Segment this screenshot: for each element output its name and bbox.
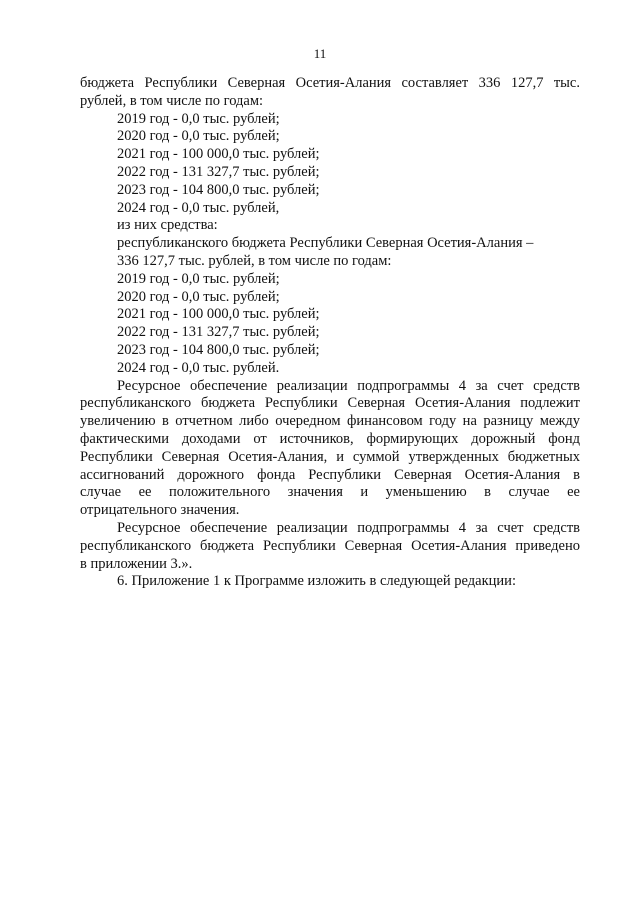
text-line: 2019 год - 0,0 тыс. рублей; (117, 110, 280, 127)
page-number: 11 (313, 46, 327, 61)
text-line: 2023 год - 104 800,0 тыс. рублей; (117, 181, 320, 198)
text-line: рублей, в том числе по годам: (80, 92, 264, 109)
text-line: из них средства: (117, 217, 218, 234)
text-line: фактическими доходами от источников, формирующих дорожный фонд (80, 430, 580, 447)
text-line: 2021 год - 100 000,0 тыс. рублей; (117, 146, 320, 163)
text-line: Ресурсное обеспечение реализации подпрограммы 4 за счет средств (117, 519, 580, 536)
text-line: 2022 год - 131 327,7 тыс. рублей; (117, 324, 320, 341)
text-line: Республики Северная Осетия-Алания, и суммой утвержденных бюджетных (80, 448, 580, 465)
text-line: в приложении 3.». (80, 555, 193, 572)
document-body (80, 75, 580, 591)
text-line: республиканского бюджета Республики Северная Осетия-Алания – (117, 235, 534, 252)
text-line: бюджета Республики Северная Осетия-Алания составляет 336 127,7 тыс. (80, 75, 580, 91)
text-line: 6. Приложение 1 к Программе изложить в следующей редакции: (117, 573, 516, 590)
text-line: отрицательного значения. (80, 502, 240, 519)
text-line: 2019 год - 0,0 тыс. рублей; (117, 270, 280, 287)
text-line: случае ее положительного значения и уменьшению в случае ее (80, 484, 580, 501)
text-line: республиканского бюджета Республики Северная Осетия-Алания приведено (80, 537, 580, 554)
text-line: увеличению в отчетном либо очередном финансовом году на разницу между (80, 413, 580, 430)
text-line: 2020 год - 0,0 тыс. рублей; (117, 128, 280, 145)
text-line: 2022 год - 131 327,7 тыс. рублей; (117, 163, 320, 180)
text-line: республиканского бюджета Республики Северная Осетия-Алания подлежит (80, 395, 580, 412)
text-line: 2024 год - 0,0 тыс. рублей. (117, 359, 280, 376)
text-line: Ресурсное обеспечение реализации подпрограммы 4 за счет средств (117, 377, 580, 394)
text-line: 2020 год - 0,0 тыс. рублей; (117, 288, 280, 305)
text-line: ассигнований дорожного фонда Республики Северная Осетия-Алания в (80, 466, 580, 483)
text-line: 2024 год - 0,0 тыс. рублей, (117, 199, 280, 216)
text-line: 336 127,7 тыс. рублей, в том числе по годам: (117, 252, 392, 269)
text-line: 2023 год - 104 800,0 тыс. рублей; (117, 341, 320, 358)
text-line: 2021 год - 100 000,0 тыс. рублей; (117, 306, 320, 323)
